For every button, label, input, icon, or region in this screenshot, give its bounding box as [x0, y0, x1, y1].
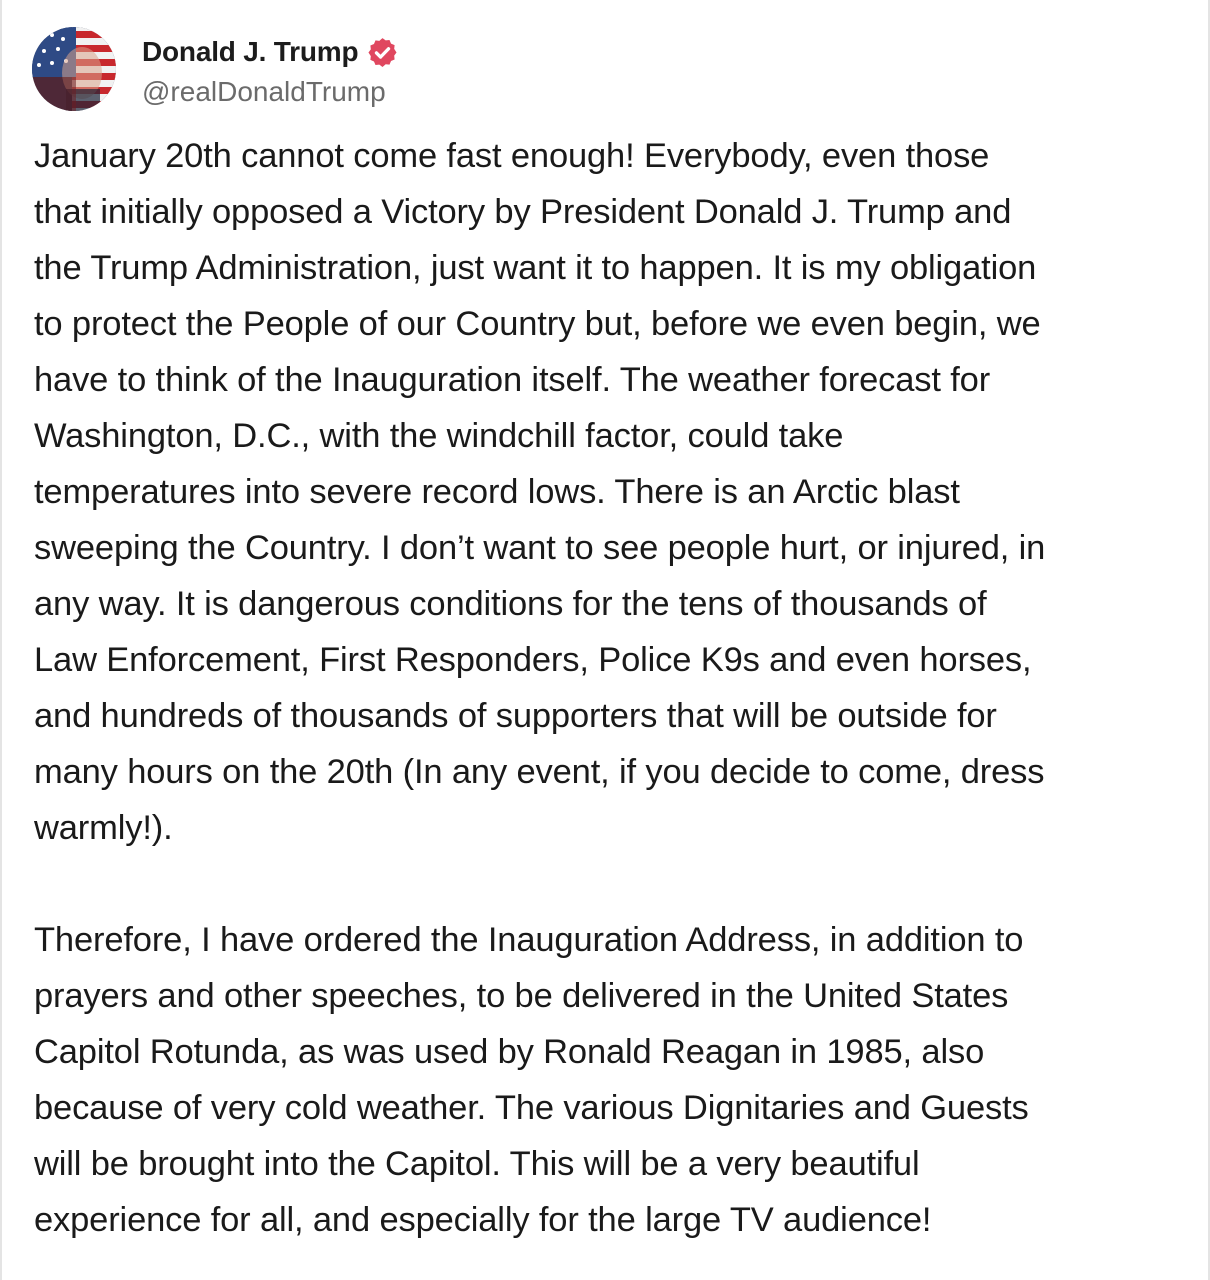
- author-identity: [142, 30, 399, 108]
- post-line: Washington, D.C., with the windchill factor, could take: [34, 417, 844, 455]
- post-line: Therefore, I have ordered the Inauguration Address, in addition to: [34, 921, 1024, 959]
- post-body: [34, 128, 1194, 1248]
- avatar[interactable]: [32, 27, 116, 111]
- post-line: have to think of the Inauguration itself. The weather forecast for: [34, 361, 991, 399]
- avatar-flag-portrait-icon: [32, 27, 116, 111]
- post-header: [32, 26, 399, 112]
- author-display-name[interactable]: Donald J. Trump: [142, 36, 359, 67]
- post-line: will be brought into the Capitol. This will be a very beautiful: [34, 1145, 920, 1183]
- post-line: Capitol Rotunda, as was used by Ronald Reagan in 1985, also: [34, 1033, 985, 1071]
- post-line: sweeping the Country. I don’t want to see people hurt, or injured, in: [34, 529, 1046, 567]
- post-line: that initially opposed a Victory by President Donald J. Trump and: [34, 193, 1012, 231]
- post-paragraph-2: [34, 912, 1194, 1248]
- author-handle[interactable]: @realDonaldTrump: [142, 76, 386, 107]
- name-row: [142, 30, 399, 74]
- post-line: and hundreds of thousands of supporters that will be outside for: [34, 697, 997, 735]
- post-line: many hours on the 20th (In any event, if you decide to come, dress: [34, 753, 1045, 791]
- post-line: prayers and other speeches, to be delivered in the United States: [34, 977, 1009, 1015]
- post-line: warmly!).: [34, 809, 173, 847]
- post-line: the Trump Administration, just want it to happen. It is my obligation: [34, 249, 1037, 287]
- post-line: Law Enforcement, First Responders, Police K9s and even horses,: [34, 641, 1032, 679]
- post-line: because of very cold weather. The various Dignitaries and Guests: [34, 1089, 1029, 1127]
- post-line: January 20th cannot come fast enough! Everybody, even those: [34, 137, 990, 175]
- post-line: temperatures into severe record lows. There is an Arctic blast: [34, 473, 960, 511]
- post-line: to protect the People of our Country but, before we even begin, we: [34, 305, 1041, 343]
- verified-badge-icon: [366, 36, 399, 69]
- post-line: any way. It is dangerous conditions for the tens of thousands of: [34, 585, 987, 623]
- post-line: experience for all, and especially for the large TV audience!: [34, 1201, 932, 1239]
- post-paragraph-1: [34, 128, 1194, 856]
